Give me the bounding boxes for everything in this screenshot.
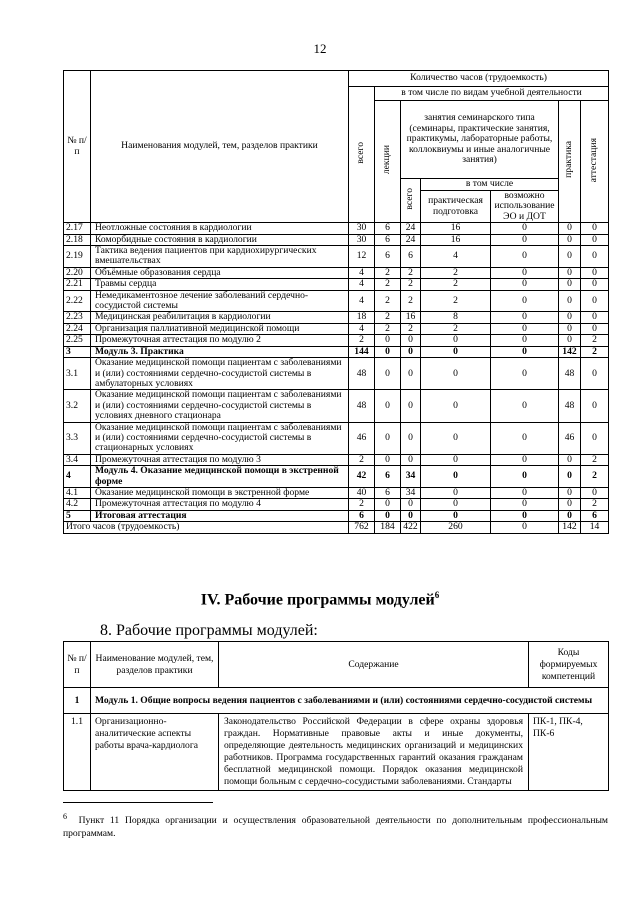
programs-table <box>63 641 609 791</box>
col-attestation-header: аттестация <box>581 101 609 223</box>
cell-seminar: 0 <box>401 510 421 521</box>
row-name: Модуль 4. Оказание медицинской помощи в экстренной форме <box>91 466 349 488</box>
table-row <box>64 335 609 346</box>
table-row <box>64 290 609 312</box>
cell-lectures: 2 <box>375 312 401 323</box>
subheading: 8. Рабочие программы модулей: <box>100 622 318 639</box>
row-name: Организация паллиативной медицинской помощи <box>91 323 349 334</box>
cell-distance: 0 <box>491 279 559 290</box>
cell-practical-training: 0 <box>421 335 491 346</box>
table-row <box>64 510 609 521</box>
total-practical-training: 260 <box>421 522 491 533</box>
cell-distance: 0 <box>491 422 559 454</box>
cell-seminar: 2 <box>401 267 421 278</box>
cell-attestation: 0 <box>581 312 609 323</box>
cell-seminar: 16 <box>401 312 421 323</box>
total-lectures: 184 <box>375 522 401 533</box>
table-row <box>64 323 609 334</box>
col-seminar-header: занятия семинарского типа (семинары, практические занятия, практикумы, лабораторные работы, коллоквиумы и иные аналогичные занятия) <box>401 101 559 179</box>
table-row <box>64 390 609 422</box>
cell-hours: 4 <box>349 267 375 278</box>
cell-seminar: 24 <box>401 234 421 245</box>
cell-hours: 40 <box>349 487 375 498</box>
cell-attestation: 6 <box>581 510 609 521</box>
cell-practice: 0 <box>559 510 581 521</box>
cell-seminar: 0 <box>401 335 421 346</box>
cell-practice: 0 <box>559 223 581 234</box>
cell-practical-training: 2 <box>421 290 491 312</box>
col-practice-header: практика <box>559 101 581 223</box>
t2-col-num-header: № п/п <box>64 642 91 688</box>
cell-distance: 0 <box>491 466 559 488</box>
row-name: Тактика ведения пациентов при кардиохирургических вмешательствах <box>91 246 349 268</box>
cell-hours: 2 <box>349 499 375 510</box>
cell-practice: 46 <box>559 422 581 454</box>
cell-seminar: 0 <box>401 499 421 510</box>
cell-distance: 0 <box>491 234 559 245</box>
cell-attestation: 0 <box>581 290 609 312</box>
row-number: 2.24 <box>64 323 91 334</box>
cell-practical-training: 0 <box>421 499 491 510</box>
hours-table-body <box>64 223 609 522</box>
table-row <box>64 422 609 454</box>
table-row <box>64 454 609 465</box>
footnote <box>63 810 608 840</box>
row-number: 3.1 <box>64 358 91 390</box>
cell-lectures: 2 <box>375 279 401 290</box>
table-row <box>64 279 609 290</box>
col-hours-header: Количество часов (трудоемкость) <box>349 71 609 87</box>
cell-lectures: 6 <box>375 466 401 488</box>
cell-distance: 0 <box>491 312 559 323</box>
cell-attestation: 0 <box>581 223 609 234</box>
table-row <box>64 312 609 323</box>
cell-attestation: 0 <box>581 323 609 334</box>
cell-practical-training: 8 <box>421 312 491 323</box>
row-name: Неотложные состояния в кардиологии <box>91 223 349 234</box>
row-name: Оказание медицинской помощи пациентам с заболеваниями и (или) состояниями сердечно-сосудистой системы в стационарных условиях <box>91 422 349 454</box>
cell-practical-training: 0 <box>421 358 491 390</box>
cell-practical-training: 0 <box>421 390 491 422</box>
cell-lectures: 6 <box>375 487 401 498</box>
row-number: 2.21 <box>64 279 91 290</box>
page-number: 12 <box>313 41 327 56</box>
cell-seminar: 6 <box>401 246 421 268</box>
cell-distance: 0 <box>491 510 559 521</box>
section-heading: IV. Рабочие программы модулей$^6$ <box>200 590 440 609</box>
cell-seminar: 0 <box>401 390 421 422</box>
cell-hours: 2 <box>349 335 375 346</box>
cell-attestation: 0 <box>581 390 609 422</box>
footnote-mark: 6 <box>63 812 67 821</box>
row-name: Промежуточная аттестация по модулю 2 <box>91 335 349 346</box>
t2-col-name-header: Наименование модулей, тем, разделов практики <box>91 642 219 688</box>
cell-practice: 0 <box>559 246 581 268</box>
row-content: Законодательство Российской Федерации в сфере охраны здоровья граждан. Нормативные правовые акты и иные документы, определяющие деятельность медицинских организаций и медицинских работников. Программа государственных гарантий оказания гражданам бесплатной медицинской помощи. Порядок оказания медицинской помощи больным с сердечно-сосудистыми заболеваниями. Стандарты <box>219 714 529 791</box>
cell-practical-training: 16 <box>421 223 491 234</box>
row-number: 2.23 <box>64 312 91 323</box>
cell-attestation: 2 <box>581 466 609 488</box>
cell-attestation: 2 <box>581 454 609 465</box>
cell-practical-training: 4 <box>421 246 491 268</box>
cell-seminar: 2 <box>401 290 421 312</box>
cell-distance: 0 <box>491 246 559 268</box>
cell-lectures: 6 <box>375 246 401 268</box>
row-number: 4.1 <box>64 487 91 498</box>
cell-practice: 48 <box>559 358 581 390</box>
row-codes: ПК-1, ПК-4, ПК-6 <box>529 714 609 791</box>
row-name: Промежуточная аттестация по модулю 4 <box>91 499 349 510</box>
col-seminar-total-header: всего <box>401 179 421 223</box>
cell-practice: 142 <box>559 346 581 357</box>
row-number: 2.17 <box>64 223 91 234</box>
total-distance: 0 <box>491 522 559 533</box>
cell-hours: 4 <box>349 290 375 312</box>
cell-distance: 0 <box>491 358 559 390</box>
cell-practice: 0 <box>559 323 581 334</box>
cell-lectures: 2 <box>375 267 401 278</box>
footnote-divider <box>63 802 213 803</box>
table-row <box>64 487 609 498</box>
row-name: Травмы сердца <box>91 279 349 290</box>
cell-hours: 42 <box>349 466 375 488</box>
table-row <box>64 223 609 234</box>
cell-hours: 46 <box>349 422 375 454</box>
cell-lectures: 0 <box>375 346 401 357</box>
row-number: 3 <box>64 346 91 357</box>
cell-lectures: 0 <box>375 335 401 346</box>
col-lectures-header: лекции <box>375 101 401 223</box>
cell-lectures: 0 <box>375 454 401 465</box>
total-row <box>64 522 609 533</box>
cell-practical-training: 16 <box>421 234 491 245</box>
cell-practical-training: 2 <box>421 279 491 290</box>
cell-hours: 4 <box>349 279 375 290</box>
cell-hours: 30 <box>349 234 375 245</box>
row-number: 2.19 <box>64 246 91 268</box>
table-row <box>64 499 609 510</box>
cell-hours: 12 <box>349 246 375 268</box>
cell-attestation: 0 <box>581 358 609 390</box>
cell-distance: 0 <box>491 290 559 312</box>
table-row <box>64 267 609 278</box>
cell-hours: 48 <box>349 358 375 390</box>
cell-practical-training: 0 <box>421 466 491 488</box>
table-row <box>64 246 609 268</box>
cell-hours: 48 <box>349 390 375 422</box>
cell-lectures: 0 <box>375 499 401 510</box>
cell-lectures: 0 <box>375 390 401 422</box>
cell-practical-training: 0 <box>421 346 491 357</box>
module-num: 1 <box>64 688 91 714</box>
cell-distance: 0 <box>491 335 559 346</box>
cell-distance: 0 <box>491 390 559 422</box>
cell-attestation: 2 <box>581 499 609 510</box>
total-label: Итого часов (трудоемкость) <box>64 522 349 533</box>
cell-practice: 0 <box>559 312 581 323</box>
cell-lectures: 6 <box>375 234 401 245</box>
total-seminar: 422 <box>401 522 421 533</box>
row-name: Коморбидные состояния в кардиологии <box>91 234 349 245</box>
total-practice: 142 <box>559 522 581 533</box>
cell-practice: 0 <box>559 234 581 245</box>
cell-seminar: 34 <box>401 466 421 488</box>
cell-hours: 2 <box>349 454 375 465</box>
table-row <box>64 346 609 357</box>
cell-hours: 4 <box>349 323 375 334</box>
cell-practice: 0 <box>559 466 581 488</box>
cell-distance: 0 <box>491 499 559 510</box>
cell-practice: 0 <box>559 487 581 498</box>
total-hours: 762 <box>349 522 375 533</box>
row-number: 4.2 <box>64 499 91 510</box>
cell-practice: 0 <box>559 335 581 346</box>
row-name: Объёмные образования сердца <box>91 267 349 278</box>
col-seminar-incl-header: в том числе <box>421 179 559 191</box>
table-row <box>64 358 609 390</box>
row-number: 3.2 <box>64 390 91 422</box>
section-footnote-ref: 6 <box>434 590 440 600</box>
cell-hours: 18 <box>349 312 375 323</box>
cell-attestation: 0 <box>581 422 609 454</box>
hours-table <box>63 70 609 534</box>
row-name: Оказание медицинской помощи в экстренной форме <box>91 487 349 498</box>
cell-practical-training: 2 <box>421 323 491 334</box>
row-number: 2.25 <box>64 335 91 346</box>
cell-practice: 0 <box>559 279 581 290</box>
cell-seminar: 2 <box>401 323 421 334</box>
cell-seminar: 0 <box>401 358 421 390</box>
cell-lectures: 6 <box>375 223 401 234</box>
module-title: Модуль 1. Общие вопросы ведения пациентов с заболеваниями и (или) состояниями сердечно-сосудистой системы <box>91 688 609 714</box>
cell-practical-training: 0 <box>421 510 491 521</box>
cell-lectures: 0 <box>375 422 401 454</box>
cell-attestation: 2 <box>581 346 609 357</box>
cell-attestation: 0 <box>581 234 609 245</box>
table-row <box>64 234 609 245</box>
row-name: Итоговая аттестация <box>91 510 349 521</box>
row-name: Промежуточная аттестация по модулю 3 <box>91 454 349 465</box>
cell-seminar: 0 <box>401 454 421 465</box>
cell-seminar: 0 <box>401 422 421 454</box>
cell-hours: 6 <box>349 510 375 521</box>
row-number: 3.4 <box>64 454 91 465</box>
cell-distance: 0 <box>491 346 559 357</box>
t2-col-content-header: Содержание <box>219 642 529 688</box>
table-row <box>64 466 609 488</box>
cell-attestation: 2 <box>581 335 609 346</box>
cell-practical-training: 0 <box>421 487 491 498</box>
row-number: 2.22 <box>64 290 91 312</box>
row-name: Оказание медицинской помощи пациентам с заболеваниями и (или) состояниями сердечно-сосудистой системы в условиях дневного стационара <box>91 390 349 422</box>
total-attestation: 14 <box>581 522 609 533</box>
cell-hours: 144 <box>349 346 375 357</box>
col-num-header: № п/п <box>64 71 91 223</box>
row-name: Оказание медицинской помощи пациентам с заболеваниями и (или) состояниями сердечно-сосудистой системы в амбулаторных условиях <box>91 358 349 390</box>
footnote-text: Пункт 11 Порядка организации и осуществления образовательной деятельности по дополнительным профессиональным программам. <box>63 815 608 840</box>
cell-practical-training: 0 <box>421 422 491 454</box>
cell-distance: 0 <box>491 267 559 278</box>
cell-practice: 0 <box>559 290 581 312</box>
cell-seminar: 24 <box>401 223 421 234</box>
row-number: 4 <box>64 466 91 488</box>
col-name-header: Наименования модулей, тем, разделов практики <box>91 71 349 223</box>
cell-lectures: 2 <box>375 323 401 334</box>
cell-seminar: 34 <box>401 487 421 498</box>
row-name: Немедикаментозное лечение заболеваний сердечно-сосудистой системы <box>91 290 349 312</box>
row-name: Организационно-аналитические аспекты работы врача-кардиолога <box>91 714 219 791</box>
t2-col-codes-header: Коды формируемых компетенций <box>529 642 609 688</box>
cell-practice: 0 <box>559 454 581 465</box>
row-num: 1.1 <box>64 714 91 791</box>
col-incl-header: в том числе по видам учебной деятельности <box>375 87 609 101</box>
cell-practical-training: 2 <box>421 267 491 278</box>
row-name: Медицинская реабилитация в кардиологии <box>91 312 349 323</box>
row-number: 2.18 <box>64 234 91 245</box>
cell-seminar: 0 <box>401 346 421 357</box>
cell-lectures: 0 <box>375 510 401 521</box>
col-practical-training-header: практическая подготовка <box>421 191 491 223</box>
row-name: Модуль 3. Практика <box>91 346 349 357</box>
cell-attestation: 0 <box>581 279 609 290</box>
cell-distance: 0 <box>491 454 559 465</box>
col-distance-header: возможно использование ЭО и ДОТ <box>491 191 559 223</box>
row-number: 2.20 <box>64 267 91 278</box>
cell-lectures: 2 <box>375 290 401 312</box>
row-number: 5 <box>64 510 91 521</box>
col-total-header: всего <box>349 87 375 223</box>
cell-attestation: 0 <box>581 487 609 498</box>
cell-attestation: 0 <box>581 246 609 268</box>
cell-practice: 0 <box>559 499 581 510</box>
cell-practical-training: 0 <box>421 454 491 465</box>
cell-lectures: 0 <box>375 358 401 390</box>
cell-practice: 0 <box>559 267 581 278</box>
cell-distance: 0 <box>491 223 559 234</box>
row-number: 3.3 <box>64 422 91 454</box>
cell-hours: 30 <box>349 223 375 234</box>
cell-distance: 0 <box>491 487 559 498</box>
cell-distance: 0 <box>491 323 559 334</box>
cell-seminar: 2 <box>401 279 421 290</box>
cell-practice: 48 <box>559 390 581 422</box>
cell-attestation: 0 <box>581 267 609 278</box>
